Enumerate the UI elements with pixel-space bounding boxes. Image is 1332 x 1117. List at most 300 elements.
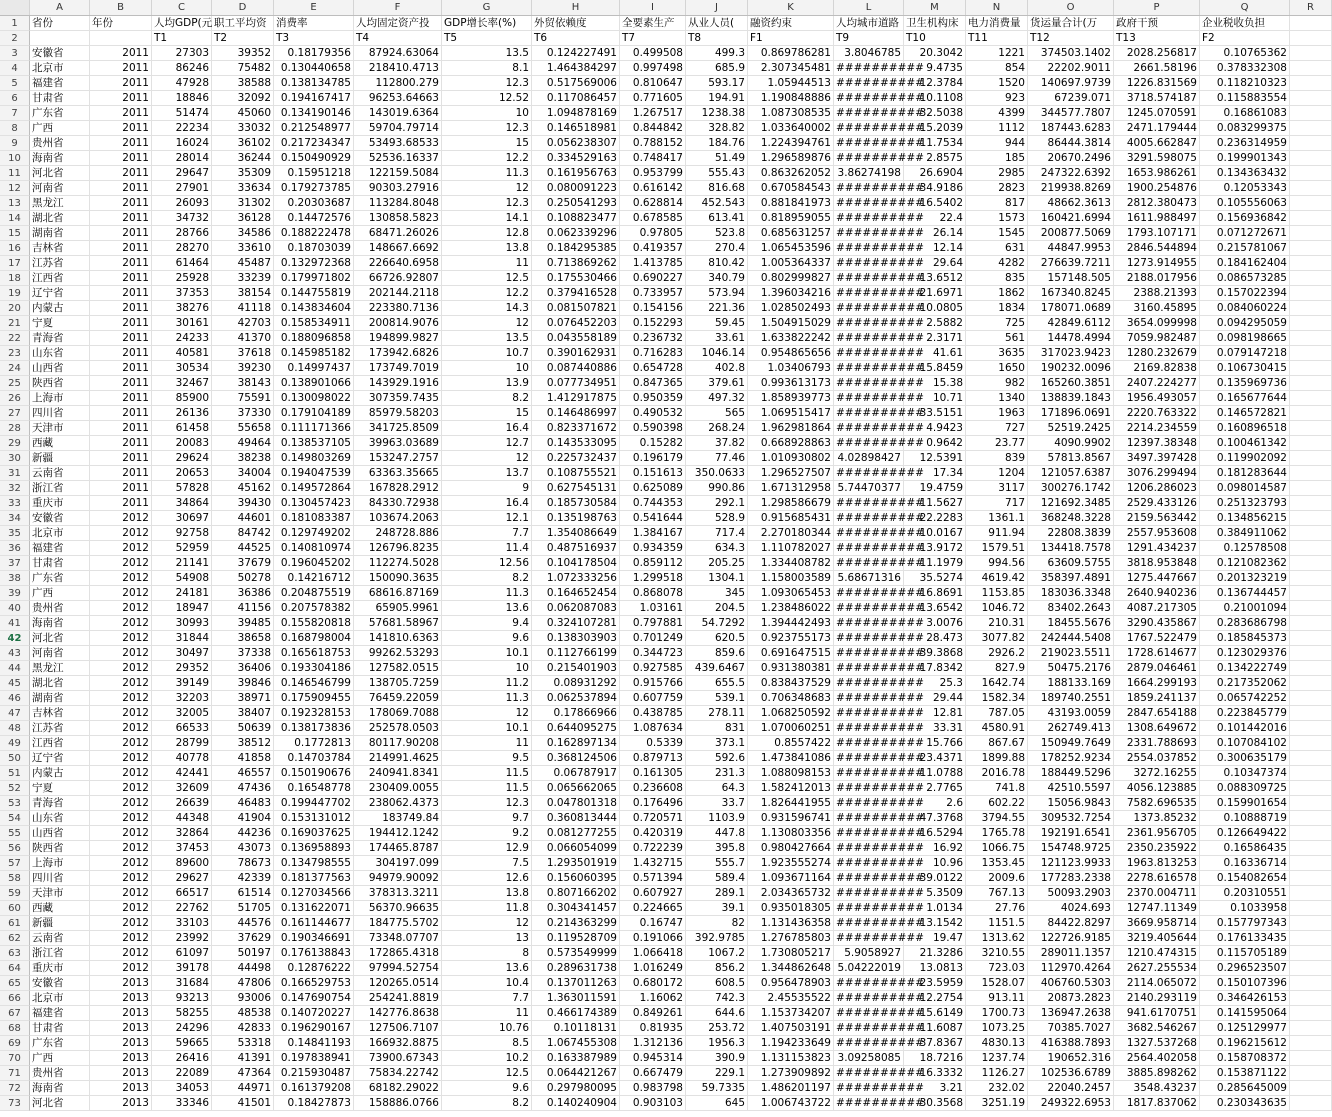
cell-p35[interactable]: 2557.953608 bbox=[1114, 526, 1200, 541]
cell-m72[interactable]: 3.21 bbox=[904, 1081, 966, 1096]
cell-e58[interactable]: 0.181377563 bbox=[274, 871, 354, 886]
cell-d19[interactable]: 38154 bbox=[212, 286, 274, 301]
cell-d20[interactable]: 41118 bbox=[212, 301, 274, 316]
cell-g25[interactable]: 13.9 bbox=[442, 376, 532, 391]
cell-d11[interactable]: 35309 bbox=[212, 166, 274, 181]
cell-l64[interactable]: 5.04222019 bbox=[834, 961, 904, 976]
cell-f53[interactable]: 238062.4373 bbox=[354, 796, 442, 811]
cell-f7[interactable]: 143019.6364 bbox=[354, 106, 442, 121]
cell-e26[interactable]: 0.130098022 bbox=[274, 391, 354, 406]
cell-p73[interactable]: 1817.837062 bbox=[1114, 1096, 1200, 1111]
cell-n27[interactable]: 1963 bbox=[966, 406, 1028, 421]
cell-g40[interactable]: 13.6 bbox=[442, 601, 532, 616]
cell-f36[interactable]: 126796.8235 bbox=[354, 541, 442, 556]
cell-e17[interactable]: 0.132972368 bbox=[274, 256, 354, 271]
cell-e30[interactable]: 0.149803269 bbox=[274, 451, 354, 466]
cell-r2[interactable] bbox=[1290, 31, 1332, 46]
cell-i23[interactable]: 0.716283 bbox=[620, 346, 686, 361]
cell-m59[interactable]: 5.3509 bbox=[904, 886, 966, 901]
cell-q32[interactable]: 0.098014587 bbox=[1200, 481, 1290, 496]
cell-k22[interactable]: 1.633822242 bbox=[748, 331, 834, 346]
cell-d36[interactable]: 44525 bbox=[212, 541, 274, 556]
cell-r5[interactable] bbox=[1290, 76, 1332, 91]
cell-m65[interactable]: 23.5959 bbox=[904, 976, 966, 991]
cell-p69[interactable]: 1327.537268 bbox=[1114, 1036, 1200, 1051]
cell-h60[interactable]: 0.304341457 bbox=[532, 901, 620, 916]
cell-a10[interactable]: 海南省 bbox=[30, 151, 90, 166]
row-number[interactable]: 8 bbox=[0, 121, 30, 136]
column-header-i[interactable]: I bbox=[620, 0, 686, 15]
cell-o61[interactable]: 84422.8297 bbox=[1028, 916, 1114, 931]
cell-n16[interactable]: 631 bbox=[966, 241, 1028, 256]
cell-m60[interactable]: 1.0134 bbox=[904, 901, 966, 916]
cell-f72[interactable]: 68182.29022 bbox=[354, 1081, 442, 1096]
row-number[interactable]: 24 bbox=[0, 361, 30, 376]
cell-r39[interactable] bbox=[1290, 586, 1332, 601]
cell-m18[interactable]: 13.6512 bbox=[904, 271, 966, 286]
cell-k4[interactable]: 2.307345481 bbox=[748, 61, 834, 76]
cell-n55[interactable]: 1765.78 bbox=[966, 826, 1028, 841]
column-header-o[interactable]: O bbox=[1028, 0, 1114, 15]
cell-m12[interactable]: 34.9186 bbox=[904, 181, 966, 196]
cell-f25[interactable]: 143929.1916 bbox=[354, 376, 442, 391]
cell-b65[interactable]: 2013 bbox=[90, 976, 152, 991]
cell-o44[interactable]: 50475.2176 bbox=[1028, 661, 1114, 676]
cell-l59[interactable]: ########## bbox=[836, 887, 924, 899]
cell-f58[interactable]: 94979.90092 bbox=[354, 871, 442, 886]
cell-e32[interactable]: 0.149572864 bbox=[274, 481, 354, 496]
cell-f15[interactable]: 68471.26026 bbox=[354, 226, 442, 241]
cell-k57[interactable]: 1.923555274 bbox=[748, 856, 834, 871]
cell-q62[interactable]: 0.176133435 bbox=[1200, 931, 1290, 946]
cell-p56[interactable]: 2350.235922 bbox=[1114, 841, 1200, 856]
cell-d38[interactable]: 50278 bbox=[212, 571, 274, 586]
cell-k2[interactable]: F1 bbox=[748, 31, 834, 46]
cell-h30[interactable]: 0.225732437 bbox=[532, 451, 620, 466]
cell-b5[interactable]: 2011 bbox=[90, 76, 152, 91]
cell-m45[interactable]: 25.3 bbox=[904, 676, 966, 691]
cell-b71[interactable]: 2013 bbox=[90, 1066, 152, 1081]
cell-m47[interactable]: 12.81 bbox=[904, 706, 966, 721]
cell-r43[interactable] bbox=[1290, 646, 1332, 661]
cell-p7[interactable]: 1245.070591 bbox=[1114, 106, 1200, 121]
cell-o65[interactable]: 406760.5303 bbox=[1028, 976, 1114, 991]
cell-p26[interactable]: 1956.493057 bbox=[1114, 391, 1200, 406]
row-number[interactable]: 12 bbox=[0, 181, 30, 196]
cell-e24[interactable]: 0.14997437 bbox=[274, 361, 354, 376]
cell-p5[interactable]: 1226.831569 bbox=[1114, 76, 1200, 91]
cell-f66[interactable]: 254241.8819 bbox=[354, 991, 442, 1006]
cell-c73[interactable]: 33346 bbox=[152, 1096, 212, 1111]
row-number[interactable]: 53 bbox=[0, 796, 30, 811]
cell-e68[interactable]: 0.196290167 bbox=[274, 1021, 354, 1036]
cell-d2[interactable]: T2 bbox=[212, 31, 274, 46]
cell-j34[interactable]: 528.9 bbox=[686, 511, 748, 526]
cell-g47[interactable]: 12 bbox=[442, 706, 532, 721]
cell-e2[interactable]: T3 bbox=[274, 31, 354, 46]
cell-g35[interactable]: 7.7 bbox=[442, 526, 532, 541]
cell-a20[interactable]: 内蒙古 bbox=[30, 301, 90, 316]
cell-a24[interactable]: 山西省 bbox=[30, 361, 90, 376]
column-header-a[interactable]: A bbox=[30, 0, 90, 15]
cell-o68[interactable]: 70385.7027 bbox=[1028, 1021, 1114, 1036]
cell-e46[interactable]: 0.175909455 bbox=[274, 691, 354, 706]
cell-l40[interactable]: ########## bbox=[836, 602, 924, 614]
cell-f59[interactable]: 378313.3211 bbox=[354, 886, 442, 901]
cell-m27[interactable]: 33.5151 bbox=[904, 406, 966, 421]
cell-n3[interactable]: 1221 bbox=[966, 46, 1028, 61]
cell-p41[interactable]: 3290.435867 bbox=[1114, 616, 1200, 631]
cell-r12[interactable] bbox=[1290, 181, 1332, 196]
cell-k14[interactable]: 0.818959055 bbox=[748, 211, 834, 226]
cell-l22[interactable]: ########## bbox=[836, 332, 924, 344]
cell-e63[interactable]: 0.176138843 bbox=[274, 946, 354, 961]
cell-k53[interactable]: 1.826441955 bbox=[748, 796, 834, 811]
cell-c32[interactable]: 57828 bbox=[152, 481, 212, 496]
cell-p55[interactable]: 2361.956705 bbox=[1114, 826, 1200, 841]
cell-q63[interactable]: 0.115705189 bbox=[1200, 946, 1290, 961]
cell-n73[interactable]: 3251.19 bbox=[966, 1096, 1028, 1111]
cell-a59[interactable]: 天津市 bbox=[30, 886, 90, 901]
cell-l33[interactable]: ########## bbox=[836, 497, 924, 509]
cell-i4[interactable]: 0.997498 bbox=[620, 61, 686, 76]
cell-b13[interactable]: 2011 bbox=[90, 196, 152, 211]
cell-g31[interactable]: 13.7 bbox=[442, 466, 532, 481]
cell-r60[interactable] bbox=[1290, 901, 1332, 916]
cell-c58[interactable]: 29627 bbox=[152, 871, 212, 886]
cell-n13[interactable]: 817 bbox=[966, 196, 1028, 211]
cell-q31[interactable]: 0.181283644 bbox=[1200, 466, 1290, 481]
cell-k35[interactable]: 2.270180344 bbox=[748, 526, 834, 541]
cell-m33[interactable]: 11.5627 bbox=[904, 496, 966, 511]
cell-h17[interactable]: 0.713869262 bbox=[532, 256, 620, 271]
cell-d44[interactable]: 36406 bbox=[212, 661, 274, 676]
cell-c12[interactable]: 27901 bbox=[152, 181, 212, 196]
cell-r40[interactable] bbox=[1290, 601, 1332, 616]
cell-q12[interactable]: 0.12053343 bbox=[1200, 181, 1290, 196]
cell-a55[interactable]: 山西省 bbox=[30, 826, 90, 841]
cell-l39[interactable]: ########## bbox=[836, 587, 924, 599]
cell-i30[interactable]: 0.196179 bbox=[620, 451, 686, 466]
cell-m62[interactable]: 19.47 bbox=[904, 931, 966, 946]
cell-g3[interactable]: 13.5 bbox=[442, 46, 532, 61]
cell-n24[interactable]: 1650 bbox=[966, 361, 1028, 376]
cell-h32[interactable]: 0.627545131 bbox=[532, 481, 620, 496]
cell-l15[interactable]: ########## bbox=[836, 227, 924, 239]
cell-o70[interactable]: 190652.316 bbox=[1028, 1051, 1114, 1066]
cell-j27[interactable]: 565 bbox=[686, 406, 748, 421]
cell-k29[interactable]: 0.668928863 bbox=[748, 436, 834, 451]
cell-l45[interactable]: ########## bbox=[836, 677, 924, 689]
row-number[interactable]: 23 bbox=[0, 346, 30, 361]
cell-n71[interactable]: 1126.27 bbox=[966, 1066, 1028, 1081]
cell-k61[interactable]: 1.131436358 bbox=[748, 916, 834, 931]
cell-n36[interactable]: 1579.51 bbox=[966, 541, 1028, 556]
cell-m50[interactable]: 23.4371 bbox=[904, 751, 966, 766]
cell-c40[interactable]: 18947 bbox=[152, 601, 212, 616]
cell-o2[interactable]: T12 bbox=[1028, 31, 1114, 46]
row-number[interactable]: 65 bbox=[0, 976, 30, 991]
cell-f51[interactable]: 240941.8341 bbox=[354, 766, 442, 781]
cell-f61[interactable]: 184775.5702 bbox=[354, 916, 442, 931]
column-header-r[interactable]: R bbox=[1290, 0, 1332, 15]
cell-a25[interactable]: 陕西省 bbox=[30, 376, 90, 391]
cell-o10[interactable]: 20670.2496 bbox=[1028, 151, 1114, 166]
cell-b45[interactable]: 2012 bbox=[90, 676, 152, 691]
cell-p34[interactable]: 2159.563442 bbox=[1114, 511, 1200, 526]
cell-q26[interactable]: 0.165677644 bbox=[1200, 391, 1290, 406]
cell-i40[interactable]: 1.03161 bbox=[620, 601, 686, 616]
cell-c25[interactable]: 32467 bbox=[152, 376, 212, 391]
cell-n2[interactable]: T11 bbox=[966, 31, 1028, 46]
cell-j39[interactable]: 345 bbox=[686, 586, 748, 601]
cell-f12[interactable]: 90303.27916 bbox=[354, 181, 442, 196]
cell-q11[interactable]: 0.134363432 bbox=[1200, 166, 1290, 181]
cell-q28[interactable]: 0.160896518 bbox=[1200, 421, 1290, 436]
row-number[interactable]: 3 bbox=[0, 46, 30, 61]
cell-h6[interactable]: 0.117086457 bbox=[532, 91, 620, 106]
cell-m46[interactable]: 29.44 bbox=[904, 691, 966, 706]
cell-a11[interactable]: 河北省 bbox=[30, 166, 90, 181]
cell-j33[interactable]: 292.1 bbox=[686, 496, 748, 511]
cell-r14[interactable] bbox=[1290, 211, 1332, 226]
cell-h72[interactable]: 0.297980095 bbox=[532, 1081, 620, 1096]
cell-p3[interactable]: 2028.256817 bbox=[1114, 46, 1200, 61]
cell-m63[interactable]: 21.3286 bbox=[904, 946, 966, 961]
cell-q43[interactable]: 0.123029376 bbox=[1200, 646, 1290, 661]
cell-o47[interactable]: 43193.0059 bbox=[1028, 706, 1114, 721]
cell-r26[interactable] bbox=[1290, 391, 1332, 406]
cell-i73[interactable]: 0.903103 bbox=[620, 1096, 686, 1111]
cell-r71[interactable] bbox=[1290, 1066, 1332, 1081]
cell-e5[interactable]: 0.138134785 bbox=[274, 76, 354, 91]
cell-d42[interactable]: 38658 bbox=[212, 631, 274, 646]
cell-b1[interactable]: 年份 bbox=[90, 16, 152, 31]
cell-a37[interactable]: 甘肃省 bbox=[30, 556, 90, 571]
cell-q37[interactable]: 0.121082362 bbox=[1200, 556, 1290, 571]
cell-j41[interactable]: 54.7292 bbox=[686, 616, 748, 631]
cell-p20[interactable]: 3160.45895 bbox=[1114, 301, 1200, 316]
row-number[interactable]: 42 bbox=[0, 631, 30, 646]
cell-b23[interactable]: 2011 bbox=[90, 346, 152, 361]
cell-f33[interactable]: 84330.72938 bbox=[354, 496, 442, 511]
cell-r33[interactable] bbox=[1290, 496, 1332, 511]
cell-f18[interactable]: 66726.92807 bbox=[354, 271, 442, 286]
cell-j25[interactable]: 379.61 bbox=[686, 376, 748, 391]
cell-n61[interactable]: 1151.5 bbox=[966, 916, 1028, 931]
row-number[interactable]: 6 bbox=[0, 91, 30, 106]
cell-a6[interactable]: 甘肃省 bbox=[30, 91, 90, 106]
cell-j7[interactable]: 1238.38 bbox=[686, 106, 748, 121]
cell-f70[interactable]: 73900.67343 bbox=[354, 1051, 442, 1066]
cell-j14[interactable]: 613.41 bbox=[686, 211, 748, 226]
cell-r66[interactable] bbox=[1290, 991, 1332, 1006]
cell-f24[interactable]: 173749.7019 bbox=[354, 361, 442, 376]
cell-o3[interactable]: 374503.1402 bbox=[1028, 46, 1114, 61]
cell-o67[interactable]: 136947.2638 bbox=[1028, 1006, 1114, 1021]
cell-h24[interactable]: 0.087440886 bbox=[532, 361, 620, 376]
cell-q61[interactable]: 0.157797343 bbox=[1200, 916, 1290, 931]
cell-r46[interactable] bbox=[1290, 691, 1332, 706]
cell-f34[interactable]: 103674.2063 bbox=[354, 511, 442, 526]
cell-h66[interactable]: 1.363011591 bbox=[532, 991, 620, 1006]
cell-a63[interactable]: 浙江省 bbox=[30, 946, 90, 961]
cell-o7[interactable]: 344577.7807 bbox=[1028, 106, 1114, 121]
cell-l47[interactable]: ########## bbox=[836, 707, 924, 719]
cell-j4[interactable]: 685.9 bbox=[686, 61, 748, 76]
cell-r31[interactable] bbox=[1290, 466, 1332, 481]
cell-q65[interactable]: 0.150107396 bbox=[1200, 976, 1290, 991]
cell-n51[interactable]: 2016.78 bbox=[966, 766, 1028, 781]
cell-l53[interactable]: ########## bbox=[836, 797, 924, 809]
cell-g63[interactable]: 8 bbox=[442, 946, 532, 961]
cell-p30[interactable]: 3497.397428 bbox=[1114, 451, 1200, 466]
cell-i34[interactable]: 0.541644 bbox=[620, 511, 686, 526]
cell-q3[interactable]: 0.10765362 bbox=[1200, 46, 1290, 61]
cell-i24[interactable]: 0.654728 bbox=[620, 361, 686, 376]
cell-e56[interactable]: 0.136958893 bbox=[274, 841, 354, 856]
cell-g60[interactable]: 11.8 bbox=[442, 901, 532, 916]
cell-l21[interactable]: ########## bbox=[836, 317, 924, 329]
cell-i16[interactable]: 0.419357 bbox=[620, 241, 686, 256]
cell-a23[interactable]: 山东省 bbox=[30, 346, 90, 361]
cell-k56[interactable]: 0.980427664 bbox=[748, 841, 834, 856]
cell-j17[interactable]: 810.42 bbox=[686, 256, 748, 271]
cell-c39[interactable]: 24181 bbox=[152, 586, 212, 601]
cell-a72[interactable]: 海南省 bbox=[30, 1081, 90, 1096]
cell-b2[interactable] bbox=[90, 31, 152, 46]
cell-d68[interactable]: 42833 bbox=[212, 1021, 274, 1036]
cell-d55[interactable]: 44236 bbox=[212, 826, 274, 841]
column-header-k[interactable]: K bbox=[748, 0, 834, 15]
cell-k18[interactable]: 0.802999827 bbox=[748, 271, 834, 286]
cell-l34[interactable]: ########## bbox=[836, 512, 924, 524]
cell-o29[interactable]: 4090.9902 bbox=[1028, 436, 1114, 451]
cell-q71[interactable]: 0.153871122 bbox=[1200, 1066, 1290, 1081]
cell-f27[interactable]: 85979.58203 bbox=[354, 406, 442, 421]
cell-l73[interactable]: ########## bbox=[836, 1097, 924, 1109]
row-number[interactable]: 66 bbox=[0, 991, 30, 1006]
cell-m38[interactable]: 35.5274 bbox=[904, 571, 966, 586]
cell-o66[interactable]: 20873.2823 bbox=[1028, 991, 1114, 1006]
cell-q64[interactable]: 0.296523507 bbox=[1200, 961, 1290, 976]
cell-h25[interactable]: 0.077734951 bbox=[532, 376, 620, 391]
cell-n54[interactable]: 3794.55 bbox=[966, 811, 1028, 826]
cell-c28[interactable]: 61458 bbox=[152, 421, 212, 436]
column-header-g[interactable]: G bbox=[442, 0, 532, 15]
cell-a18[interactable]: 江西省 bbox=[30, 271, 90, 286]
cell-o37[interactable]: 63609.5755 bbox=[1028, 556, 1114, 571]
cell-d62[interactable]: 37629 bbox=[212, 931, 274, 946]
cell-d37[interactable]: 37679 bbox=[212, 556, 274, 571]
cell-m57[interactable]: 10.96 bbox=[904, 856, 966, 871]
cell-n20[interactable]: 1834 bbox=[966, 301, 1028, 316]
cell-j15[interactable]: 523.8 bbox=[686, 226, 748, 241]
cell-p50[interactable]: 2554.037852 bbox=[1114, 751, 1200, 766]
cell-j13[interactable]: 452.543 bbox=[686, 196, 748, 211]
cell-e71[interactable]: 0.215930487 bbox=[274, 1066, 354, 1081]
row-number[interactable]: 19 bbox=[0, 286, 30, 301]
cell-q50[interactable]: 0.300635179 bbox=[1200, 751, 1290, 766]
cell-p2[interactable]: T13 bbox=[1114, 31, 1200, 46]
cell-b56[interactable]: 2012 bbox=[90, 841, 152, 856]
cell-h61[interactable]: 0.214363299 bbox=[532, 916, 620, 931]
cell-c1[interactable]: 人均GDP(元 bbox=[154, 17, 213, 29]
cell-j11[interactable]: 555.43 bbox=[686, 166, 748, 181]
cell-l3[interactable]: 3.8046785 bbox=[834, 46, 904, 61]
cell-h5[interactable]: 0.517569006 bbox=[532, 76, 620, 91]
cell-r24[interactable] bbox=[1290, 361, 1332, 376]
cell-n26[interactable]: 1340 bbox=[966, 391, 1028, 406]
cell-e38[interactable]: 0.14216712 bbox=[274, 571, 354, 586]
cell-j35[interactable]: 717.4 bbox=[686, 526, 748, 541]
cell-i13[interactable]: 0.628814 bbox=[620, 196, 686, 211]
cell-d34[interactable]: 44601 bbox=[212, 511, 274, 526]
cell-e14[interactable]: 0.14472576 bbox=[274, 211, 354, 226]
cell-f29[interactable]: 39963.03689 bbox=[354, 436, 442, 451]
cell-e16[interactable]: 0.18703039 bbox=[274, 241, 354, 256]
cell-b14[interactable]: 2011 bbox=[90, 211, 152, 226]
cell-r9[interactable] bbox=[1290, 136, 1332, 151]
cell-n21[interactable]: 725 bbox=[966, 316, 1028, 331]
cell-c45[interactable]: 39149 bbox=[152, 676, 212, 691]
cell-j10[interactable]: 51.49 bbox=[686, 151, 748, 166]
cell-n10[interactable]: 185 bbox=[966, 151, 1028, 166]
cell-o41[interactable]: 18455.5676 bbox=[1028, 616, 1114, 631]
cell-b66[interactable]: 2013 bbox=[90, 991, 152, 1006]
cell-c26[interactable]: 85900 bbox=[152, 391, 212, 406]
cell-c71[interactable]: 22089 bbox=[152, 1066, 212, 1081]
cell-o52[interactable]: 42510.5597 bbox=[1028, 781, 1114, 796]
cell-i55[interactable]: 0.420319 bbox=[620, 826, 686, 841]
cell-l38[interactable]: 5.68671316 bbox=[834, 571, 904, 586]
cell-c57[interactable]: 89600 bbox=[152, 856, 212, 871]
cell-g64[interactable]: 13.6 bbox=[442, 961, 532, 976]
cell-m67[interactable]: 15.6149 bbox=[904, 1006, 966, 1021]
cell-n35[interactable]: 911.94 bbox=[966, 526, 1028, 541]
column-header-q[interactable]: Q bbox=[1200, 0, 1290, 15]
cell-h2[interactable]: T6 bbox=[532, 31, 620, 46]
cell-o63[interactable]: 289011.1357 bbox=[1028, 946, 1114, 961]
cell-c13[interactable]: 26093 bbox=[152, 196, 212, 211]
column-header-n[interactable]: N bbox=[966, 0, 1028, 15]
cell-p24[interactable]: 2169.82838 bbox=[1114, 361, 1200, 376]
cell-d46[interactable]: 38971 bbox=[212, 691, 274, 706]
cell-n62[interactable]: 1313.62 bbox=[966, 931, 1028, 946]
cell-i45[interactable]: 0.915766 bbox=[620, 676, 686, 691]
cell-f50[interactable]: 214991.4625 bbox=[354, 751, 442, 766]
cell-j66[interactable]: 742.3 bbox=[686, 991, 748, 1006]
cell-a1[interactable]: 省份 bbox=[30, 16, 90, 31]
cell-q5[interactable]: 0.118210323 bbox=[1200, 76, 1290, 91]
cell-b22[interactable]: 2011 bbox=[90, 331, 152, 346]
cell-e22[interactable]: 0.188096858 bbox=[274, 331, 354, 346]
cell-l11[interactable]: 3.86274198 bbox=[834, 166, 904, 181]
cell-b69[interactable]: 2013 bbox=[90, 1036, 152, 1051]
cell-a26[interactable]: 上海市 bbox=[30, 391, 90, 406]
cell-b16[interactable]: 2011 bbox=[90, 241, 152, 256]
cell-e50[interactable]: 0.14703784 bbox=[274, 751, 354, 766]
cell-n18[interactable]: 835 bbox=[966, 271, 1028, 286]
cell-k48[interactable]: 1.070060251 bbox=[748, 721, 834, 736]
cell-e13[interactable]: 0.20303687 bbox=[274, 196, 354, 211]
cell-n34[interactable]: 1361.1 bbox=[966, 511, 1028, 526]
cell-k67[interactable]: 1.153734207 bbox=[748, 1006, 834, 1021]
row-number[interactable]: 56 bbox=[0, 841, 30, 856]
cell-a67[interactable]: 福建省 bbox=[30, 1006, 90, 1021]
cell-j49[interactable]: 373.1 bbox=[686, 736, 748, 751]
cell-p23[interactable]: 1280.232679 bbox=[1114, 346, 1200, 361]
